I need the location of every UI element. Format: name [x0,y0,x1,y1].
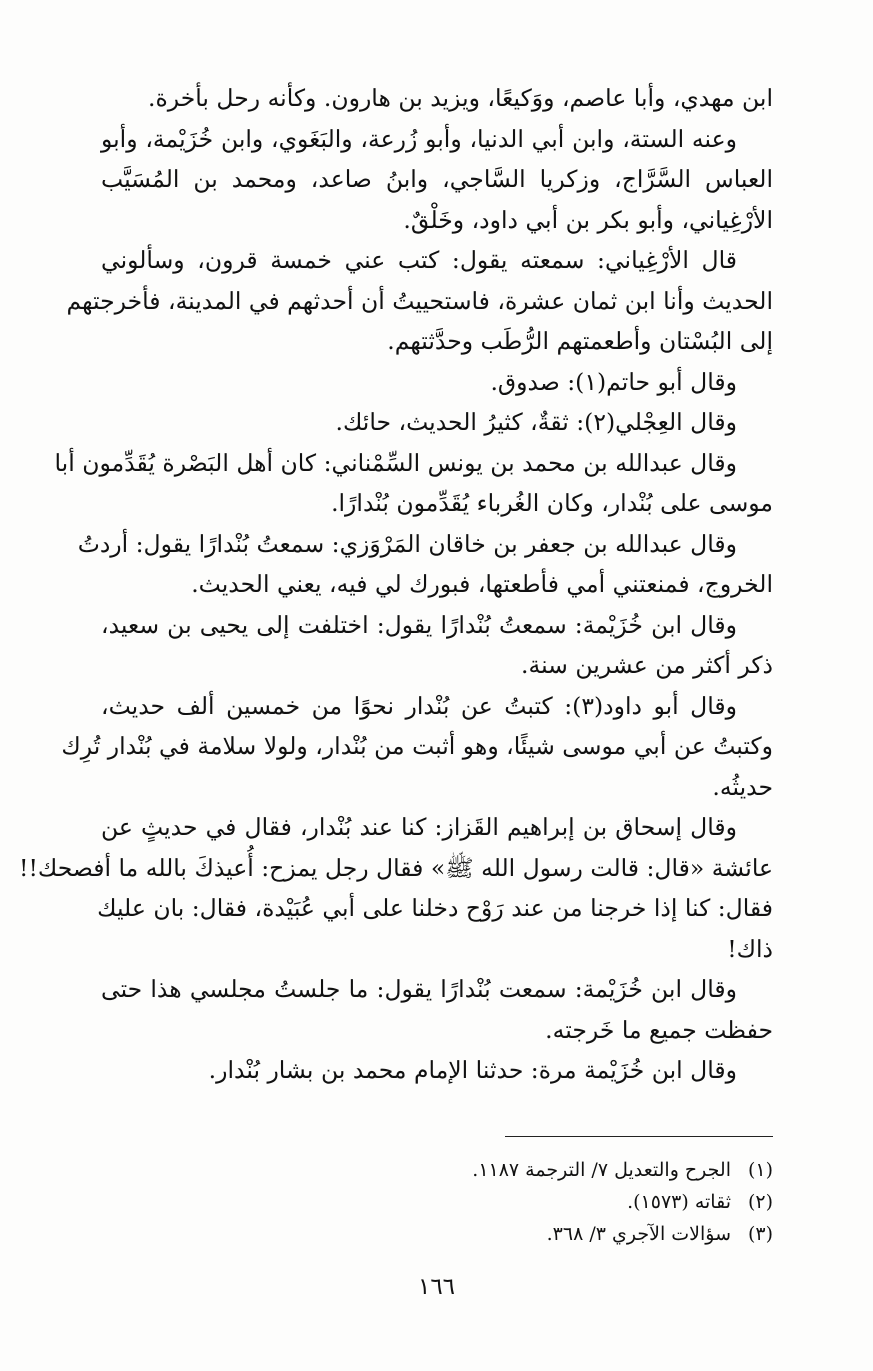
text-line: وقال ابن خُزَيْمة مرة: حدثنا الإمام محمد بن بشار بُنْدار. [208,1056,737,1084]
page-number: ١٦٦ [417,1274,456,1300]
text-line: عائشة «قال: قالت رسول الله ﷺ» فقال رجل يمزح: أُعيذكَ بالله ما أفصحك!! [19,853,773,882]
footnotes [101,1154,773,1250]
text-line: وقال إسحاق بن إبراهيم القَزاز: كنا عند بُنْدار، فقال في حديثٍ عن [101,813,737,841]
text-line: وقال عبدالله بن جعفر بن خاقان المَرْوَزي: سمعتُ بُنْدارًا يقول: أردتُ [77,529,737,558]
footnote-text: سؤالات الآجري ٣/ ٣٦٨. [546,1223,731,1245]
text-line: الخروج، فمنعتني أمي فأطعتها، فبورك لي فيه، يعني الحديث. [191,570,773,598]
text-line: ذكر أكثر من عشرين سنة. [521,651,773,679]
text-line: وقال ابن خُزَيْمة: سمعت بُنْدارًا يقول: ما جلستُ مجلسي هذا حتى [101,975,737,1003]
text-line: وقال العِجْلي(٢): ثقةٌ، كثيرُ الحديث، حائك. [335,408,737,436]
main-text [19,78,773,1091]
footnote-divider [505,1136,773,1137]
text-line: وقال ابن خُزَيْمة: سمعتُ بُنْدارًا يقول: اختلفت إلى يحيى بن سعيد، [101,610,737,639]
text-line: قال الأرْغِياني: سمعته يقول: كتب عني خمسة قرون، وسألوني [101,246,737,274]
footnote-item [101,1218,773,1250]
text-line: الأرْغِياني، وأبو بكر بن أبي داود، وخَلْقٌ. [403,205,773,234]
text-line: وقال أبو حاتم(١): صدوق. [490,367,737,396]
text-line: وقال عبدالله بن محمد بن يونس السِّمْناني: كان أهل البَصْرة يُقَدِّمون أبا [54,448,737,477]
text-line: العباس السَّرَّاج، وزكريا السَّاجي، وابنُ صاعد، ومحمد بن المُسَيَّب [101,165,773,193]
text-line: موسى على بُنْدار، وكان الغُرباء يُقَدِّمون بُنْدارًا. [331,489,773,517]
text-line: وكتبتُ عن أبي موسى شيئًا، وهو أثبت من بُنْدار، ولولا سلامة في بُنْدار تُرِك [61,732,773,760]
text-line: وقال أبو داود(٣): كتبتُ عن بُنْدار نحوًا من خمسين ألف حديث، [101,691,737,720]
footnote-item [101,1186,773,1218]
text-line: وعنه الستة، وابن أبي الدنيا، وأبو زُرعة، والبَغَوي، وابن خُزَيْمة، وأبو [101,124,737,153]
footnote-text: الجرح والتعديل ٧/ الترجمة ١١٨٧. [472,1159,731,1181]
text-line: ذاك! [727,934,773,963]
text-line: حفظت جميع ما خَرجته. [545,1015,773,1044]
footnote-number: (٢) [747,1191,773,1213]
footnote-number: (٣) [747,1223,773,1245]
footnote-item [101,1154,773,1186]
text-line: فقال: كنا إذا خرجنا من عند رَوْح دخلنا على أبي عُبَيْدة، فقال: بان عليك [97,894,773,922]
footnote-number: (١) [747,1159,773,1181]
text-line: حديثُه. [712,772,773,801]
footnote-text: ثقاته (١٥٧٣). [627,1191,731,1213]
text-line: الحديث وأنا ابن ثمان عشرة، فاستحييتُ أن أحدثهم في المدينة، فأخرجتهم [66,286,773,315]
text-line: إلى البُسْتان وأطعمتهم الرُّطَب وحدَّثتهم. [387,327,773,355]
text-line: ابن مهدي، وأبا عاصم، ووَكيعًا، ويزيد بن هارون. وكأنه رحل بأخرة. [147,84,773,112]
